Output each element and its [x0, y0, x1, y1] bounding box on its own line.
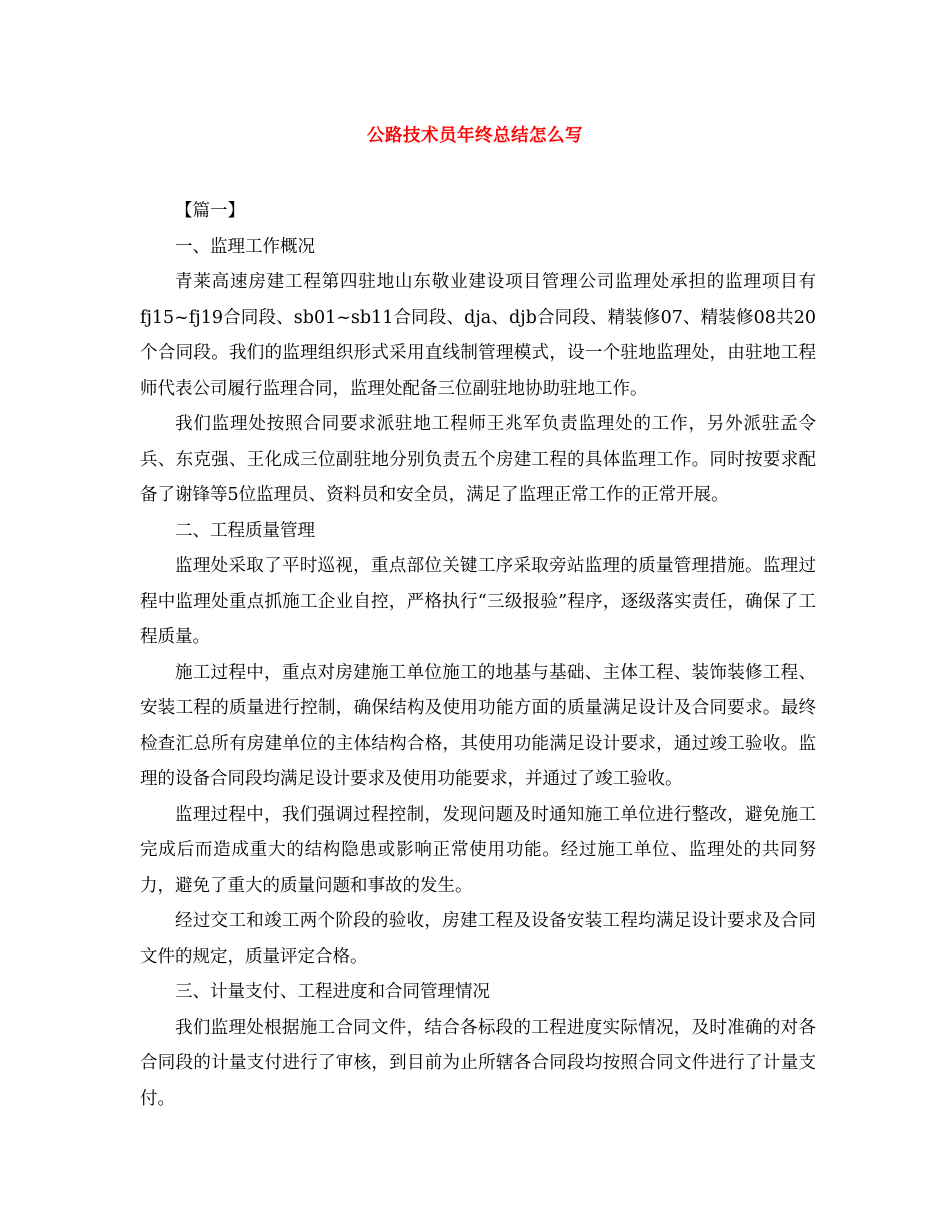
paragraph: 监理过程中，我们强调过程控制，发现问题及时通知施工单位进行整改，避免施工完成后而造成重大的结构隐患或影响正常使用功能。经过施工单位、监理处的共同努力，避免了重大的质量问题和事故的发生。: [140, 804, 816, 896]
section-marker: 【篇一】: [175, 201, 245, 221]
paragraph: 经过交工和竣工两个阶段的验收，房建工程及设备安装工程均满足设计要求及合同文件的规定，质量评定合格。: [140, 911, 816, 967]
heading-quality-management: 二、工程质量管理: [175, 520, 315, 541]
paragraph: 青莱高速房建工程第四驻地山东敬业建设项目管理公司监理处承担的监理项目有fj15~fj19合同段、sb01~sb11合同段、dja、djb合同段、精装修07、精装修08共20个合同段。我们的监理组织形式采用直线制管理模式，设一个驻地监理处，由驻地工程师代表公司履行监理合同，监理处配备三位副驻地协助驻地工作。: [140, 272, 816, 399]
document-title: 公路技术员年终总结怎么写: [367, 126, 583, 146]
paragraph: 监理处采取了平时巡视，重点部位关键工序采取旁站监理的质量管理措施。监理过程中监理处重点抓施工企业自控，严格执行“三级报验”程序，逐级落实责任，确保了工程质量。: [140, 556, 816, 647]
paragraph: 施工过程中，重点对房建施工单位施工的地基与基础、主体工程、装饰装修工程、安装工程的质量进行控制，确保结构及使用功能方面的质量满足设计及合同要求。最终检查汇总所有房建单位的主体结构合格，其使用功能满足设计要求，通过竣工验收。监理的设备合同段均满足设计要求及使用功能要求，并通过了竣工验收。: [140, 662, 816, 789]
heading-payment-progress-contract: 三、计量支付、工程进度和合同管理情况: [175, 982, 490, 1002]
document-body: [140, 194, 816, 1117]
heading-supervision-overview: 一、监理工作概况: [175, 236, 315, 257]
paragraph: 我们监理处按照合同要求派驻地工程师王兆军负责监理处的工作，另外派驻孟令兵、东克强、王化成三位副驻地分别负责五个房建工程的具体监理工作。同时按要求配备了谢锋等5位监理员、资料员和安全员，满足了监理正常工作的正常开展。: [140, 414, 816, 505]
paragraph: 我们监理处根据施工合同文件，结合各标段的工程进度实际情况，及时准确的对各合同段的计量支付进行了审核，到目前为止所辖各合同段均按照合同文件进行了计量支付。: [140, 1017, 816, 1109]
